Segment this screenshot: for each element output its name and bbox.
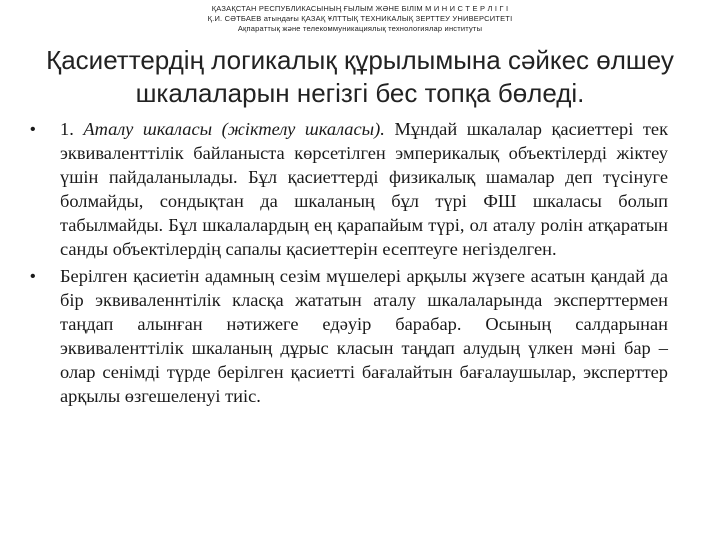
bullet-number: 1. bbox=[60, 119, 74, 139]
slide-body bbox=[28, 118, 668, 409]
header-ministry: ҚАЗАҚСТАН РЕСПУБЛИКАСЫНЫҢ ҒЫЛЫМ ЖӘНЕ БІЛІМ М И Н И С Т Е Р Л І Г І bbox=[211, 4, 509, 13]
bullet-item bbox=[28, 265, 668, 408]
header-institute: Ақпараттық және телекоммуникациялық технологиялар институты bbox=[237, 24, 483, 33]
bullet-icon: • bbox=[30, 268, 36, 286]
bullet-item bbox=[28, 118, 668, 261]
header-university: Қ.И. СӘТБАЕВ атындағы ҚАЗАҚ ҰЛТТЫҚ ТЕХНИКАЛЫҚ ЗЕРТТЕУ УНИВЕРСИТЕТІ bbox=[207, 14, 513, 23]
institution-header bbox=[0, 4, 720, 34]
slide-title: Қасиеттердің логикалық құрылымына сәйкес өлшеу шкалаларын негізгі бес топқа бөледі. bbox=[46, 45, 674, 108]
bullet-icon: • bbox=[30, 121, 36, 138]
bullet-text: Берілген қасиетін адамның сезім мүшелері арқылы жүзеге асатын қандай да бір эквиваленнтілік класқа жататын аталу шкалаларында эксперттермен таңдап алынған нәтижеге едәуір барабар. Осының салдарынан эквиваленттілік шкаланың дұрыс класын таңдап алудың үлкен мәні бар – олар сенімді түрде берілген қасиетті бағалайтын бағалаушылар, эксперттер арқылы өзгешеленуі тиіс. bbox=[60, 266, 668, 406]
bullet-term: Аталу шкаласы (жіктелу шкаласы). bbox=[83, 119, 385, 139]
bullet-text: Мұндай шкалалар қасиеттері тек эквиваленттілік байланыста көрсетілген эмперикалық объектілерді жіктеу үшін пайдаланылады. Бұл қасиеттерді физикалық шамалар деп түсінуге болмайды, сондықтан да шкаланың бұл түрі ФШ шкаласы болып табылмайды. Бұл шкалалардың ең қарапайым түрі, ол аталу ролін атқаратын санды объектілердің сапалы қасиеттерін есептеуге негізделген. bbox=[60, 119, 669, 259]
